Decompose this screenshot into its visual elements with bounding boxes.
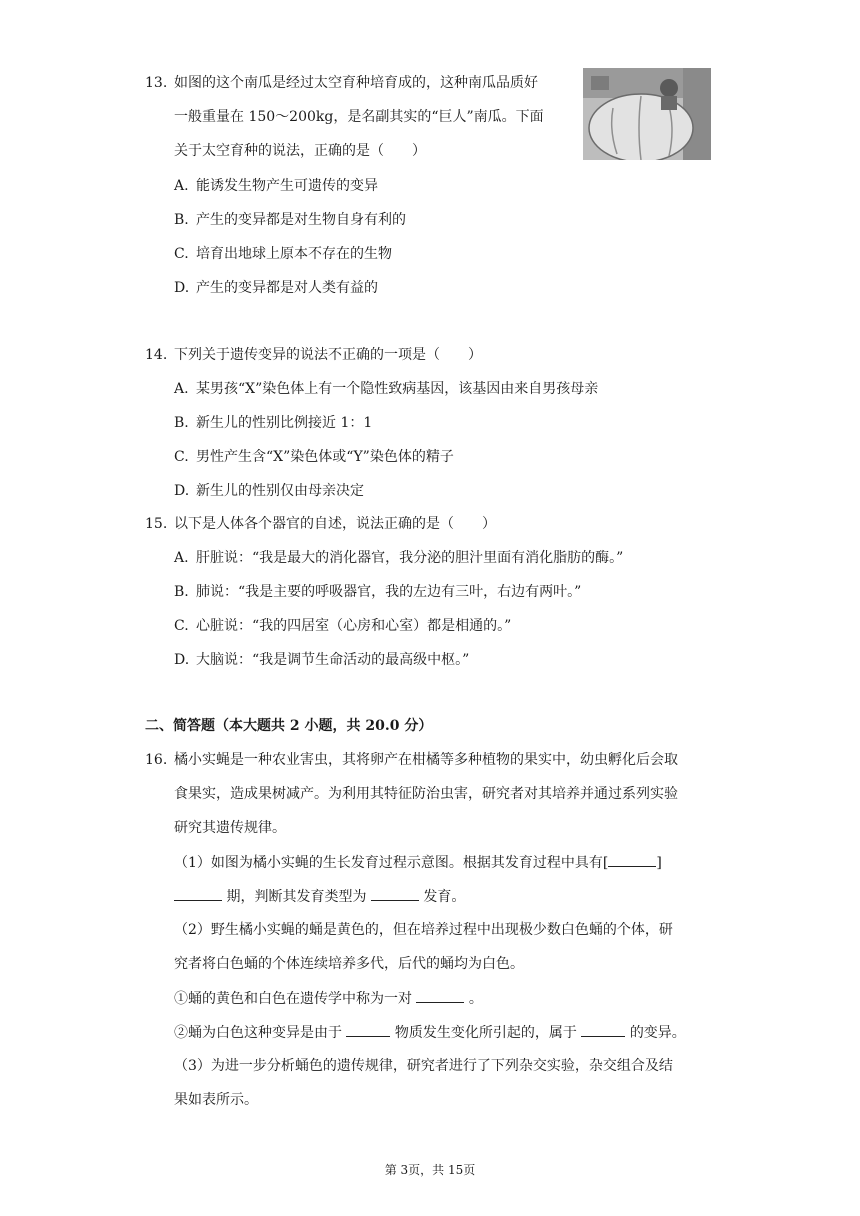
page-footer: 第 3页，共 15页 xyxy=(384,1163,476,1177)
option-b: B. 产生的变异都是对生物自身有利的 xyxy=(174,212,406,228)
option-a: A. 能诱发生物产生可遗传的变异 xyxy=(174,178,378,194)
option-a: A. 肝脏说：“我是最大的消化器官，我分泌的胆汁里面有消化脂肪的酶。” xyxy=(174,550,624,566)
sub-question-2-line: 究者将白色蛹的个体连续培养多代，后代的蛹均为白色。 xyxy=(174,956,524,972)
sub-question-1-line: （1）如图为橘小实蝇的生长发育过程示意图。根据其发育过程中具有[ ] xyxy=(174,852,662,873)
section-heading: 二、简答题（本大题共 2 小题，共 20.0 分） xyxy=(145,718,433,734)
option-c: C. 心脏说：“我的四居室（心房和心室）都是相通的。” xyxy=(174,618,512,634)
question-stem-line: 关于太空育种的说法，正确的是（ ） xyxy=(174,143,426,159)
answer-blank[interactable] xyxy=(608,852,656,867)
sub-question-3-line: （3）为进一步分析蛹色的遗传规律，研究者进行了下列杂交实验，杂交组合及结 xyxy=(174,1058,673,1074)
question-stem-line: 食果实，造成果树减产。为利用其特征防治虫害，研究者对其培养并通过系列实验 xyxy=(174,786,678,802)
sub-question-2-line: （2）野生橘小实蝇的蛹是黄色的，但在培养过程中出现极少数白色蛹的个体，研 xyxy=(174,922,673,938)
question-stem-line: 橘小实蝇是一种农业害虫，其将卵产在柑橘等多种植物的果实中，幼虫孵化后会取 xyxy=(174,752,678,768)
question-stem-line: 研究其遗传规律。 xyxy=(174,820,286,836)
option-d: D. 新生儿的性别仅由母亲决定 xyxy=(174,483,364,499)
option-c: C. 男性产生含“X”染色体或“Y”染色体的精子 xyxy=(174,449,454,465)
pumpkin-photo xyxy=(583,68,711,160)
answer-blank[interactable] xyxy=(174,886,222,901)
question-number: 16. xyxy=(145,752,168,768)
pumpkin-image xyxy=(583,68,711,160)
question-number: 14. xyxy=(145,347,168,363)
answer-blank[interactable] xyxy=(416,988,464,1003)
option-d: D. 大脑说：“我是调节生命活动的最高级中枢。” xyxy=(174,652,470,668)
question-number: 15. xyxy=(145,516,168,532)
answer-blank[interactable] xyxy=(371,886,419,901)
question-stem-line: 如图的这个南瓜是经过太空育种培育成的，这种南瓜品质好 xyxy=(174,75,538,91)
option-c: C. 培育出地球上原本不存在的生物 xyxy=(174,246,392,262)
question-number: 13. xyxy=(145,75,168,91)
sub-question-2-1-line: ①蛹的黄色和白色在遗传学中称为一对 。 xyxy=(174,988,483,1009)
question-stem: 下列关于遗传变异的说法不正确的一项是（ ） xyxy=(174,347,482,363)
option-b: B. 肺说：“我是主要的呼吸器官，我的左边有三叶，右边有两叶。” xyxy=(174,584,582,600)
answer-blank[interactable] xyxy=(346,1022,390,1037)
sub-question-2-2-line: ②蛹为白色这种变异是由于 物质发生变化所引起的，属于 的变异。 xyxy=(174,1022,686,1043)
sub-question-3-line: 果如表所示。 xyxy=(174,1092,258,1108)
option-d: D. 产生的变异都是对人类有益的 xyxy=(174,280,378,296)
question-stem-line: 一般重量在 150～200kg，是名副其实的“巨人”南瓜。下面 xyxy=(174,109,544,125)
question-stem: 以下是人体各个器官的自述，说法正确的是（ ） xyxy=(174,516,496,532)
answer-blank[interactable] xyxy=(581,1022,625,1037)
sub-question-1-line: 期，判断其发育类型为 发育。 xyxy=(174,886,465,907)
option-a: A. 某男孩“X”染色体上有一个隐性致病基因，该基因由来自男孩母亲 xyxy=(174,381,599,397)
option-b: B. 新生儿的性别比例接近 1：1 xyxy=(174,415,373,431)
